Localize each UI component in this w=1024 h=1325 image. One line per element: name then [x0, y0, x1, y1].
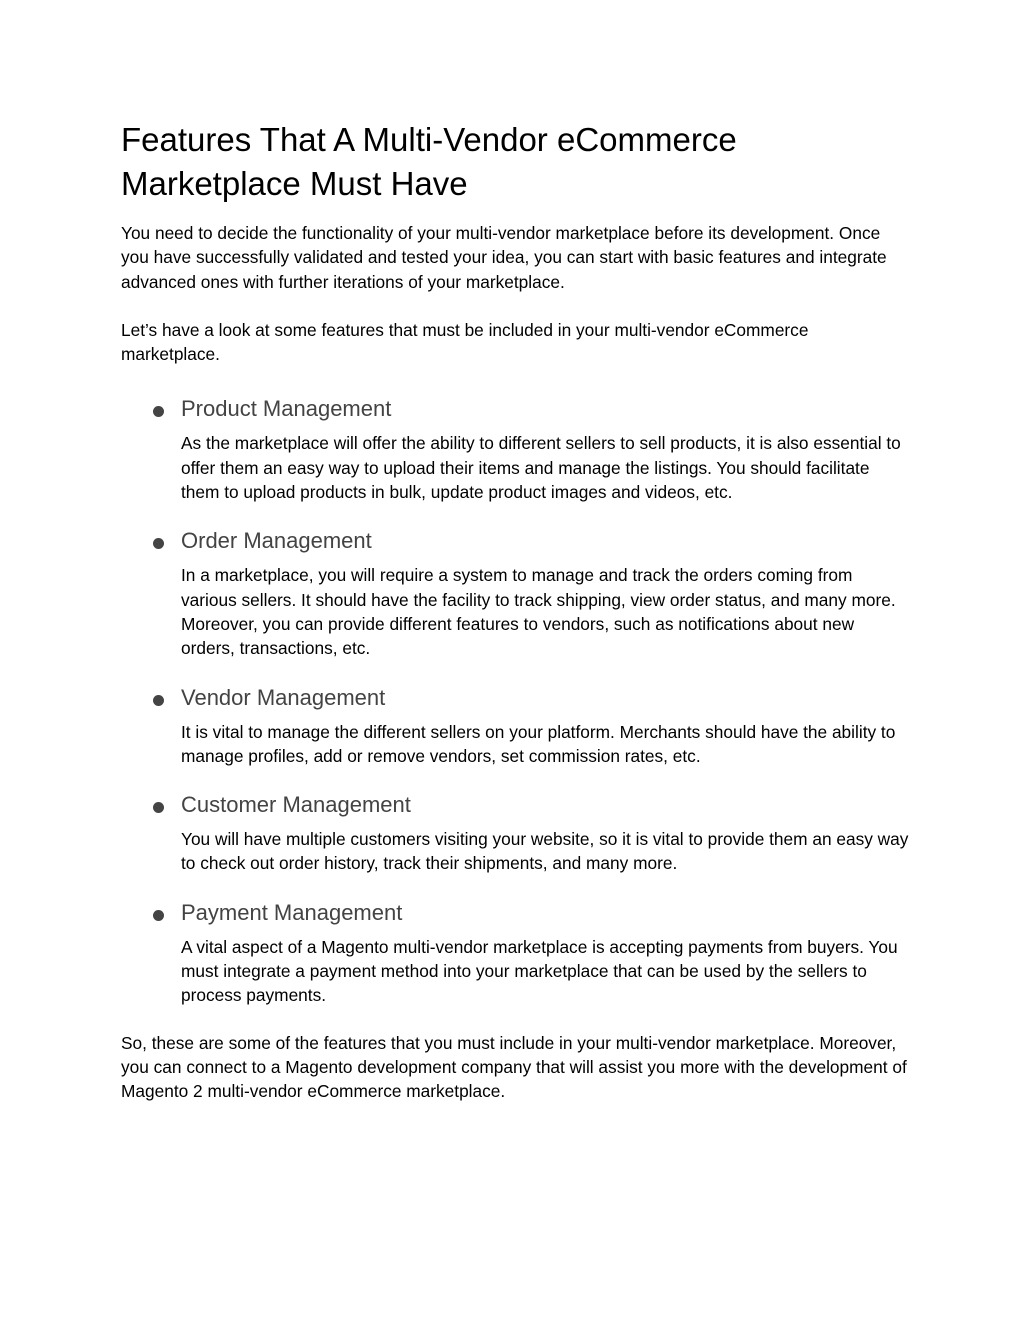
feature-description: You will have multiple customers visiting your website, so it is vital to provide them an easy way to check out order history, track their shipments, and many more.	[181, 829, 909, 874]
feature-list	[121, 391, 911, 1007]
bullet-icon	[153, 910, 164, 921]
feature-heading: Customer Management	[181, 792, 411, 818]
bullet-icon	[153, 406, 164, 417]
document-title: Features That A Multi-Vendor eCommerce Marketplace Must Have	[121, 121, 737, 202]
document-page	[121, 118, 911, 1104]
feature-item-payment-management	[121, 895, 911, 1008]
feature-item-customer-management	[121, 787, 911, 876]
bullet-icon	[153, 802, 164, 813]
feature-heading: Product Management	[181, 396, 392, 422]
bullet-icon	[153, 695, 164, 706]
intro-paragraph: You need to decide the functionality of your multi-vendor marketplace before its development. Once you have successfully validated and tested your idea, you can start with basic features and integrate advanced ones with further iterations of your marketplace.	[121, 223, 887, 292]
intro-paragraph: Let’s have a look at some features that must be included in your multi-vendor eCommerce marketplace.	[121, 319, 809, 365]
feature-description: It is vital to manage the different sellers on your platform. Merchants should have the ability to manage profiles, add or remove vendors, set commission rates, etc.	[181, 721, 896, 766]
feature-heading: Payment Management	[181, 899, 403, 925]
feature-description: A vital aspect of a Magento multi-vendor marketplace is accepting payments from buyers. You must integrate a payment method into your marketplace that can be used by the sellers to process payments.	[181, 936, 898, 1006]
feature-heading: Vendor Management	[181, 684, 386, 710]
feature-item-product-management	[121, 391, 911, 504]
feature-item-vendor-management	[121, 680, 911, 769]
bullet-icon	[153, 538, 164, 549]
closing-paragraph: So, these are some of the features that you must include in your multi-vendor marketplace. Moreover, you can connect to a Magento development company that will assist you more with the development of Magento 2 multi-vendor eCommerce marketplace.	[121, 1032, 907, 1102]
feature-heading: Order Management	[181, 528, 372, 554]
feature-description: In a marketplace, you will require a system to manage and track the orders coming from various sellers. It should have the facility to track shipping, view order status, and many more. Moreover, you can provide different features to vendors, such as notifications about new orders, transactions, etc.	[181, 565, 896, 659]
feature-item-order-management	[121, 523, 911, 660]
feature-description: As the marketplace will offer the ability to different sellers to sell products, it is also essential to offer them an easy way to upload their items and manage the listings. You should facilitate them to upload products in bulk, update product images and videos, etc.	[181, 433, 901, 503]
